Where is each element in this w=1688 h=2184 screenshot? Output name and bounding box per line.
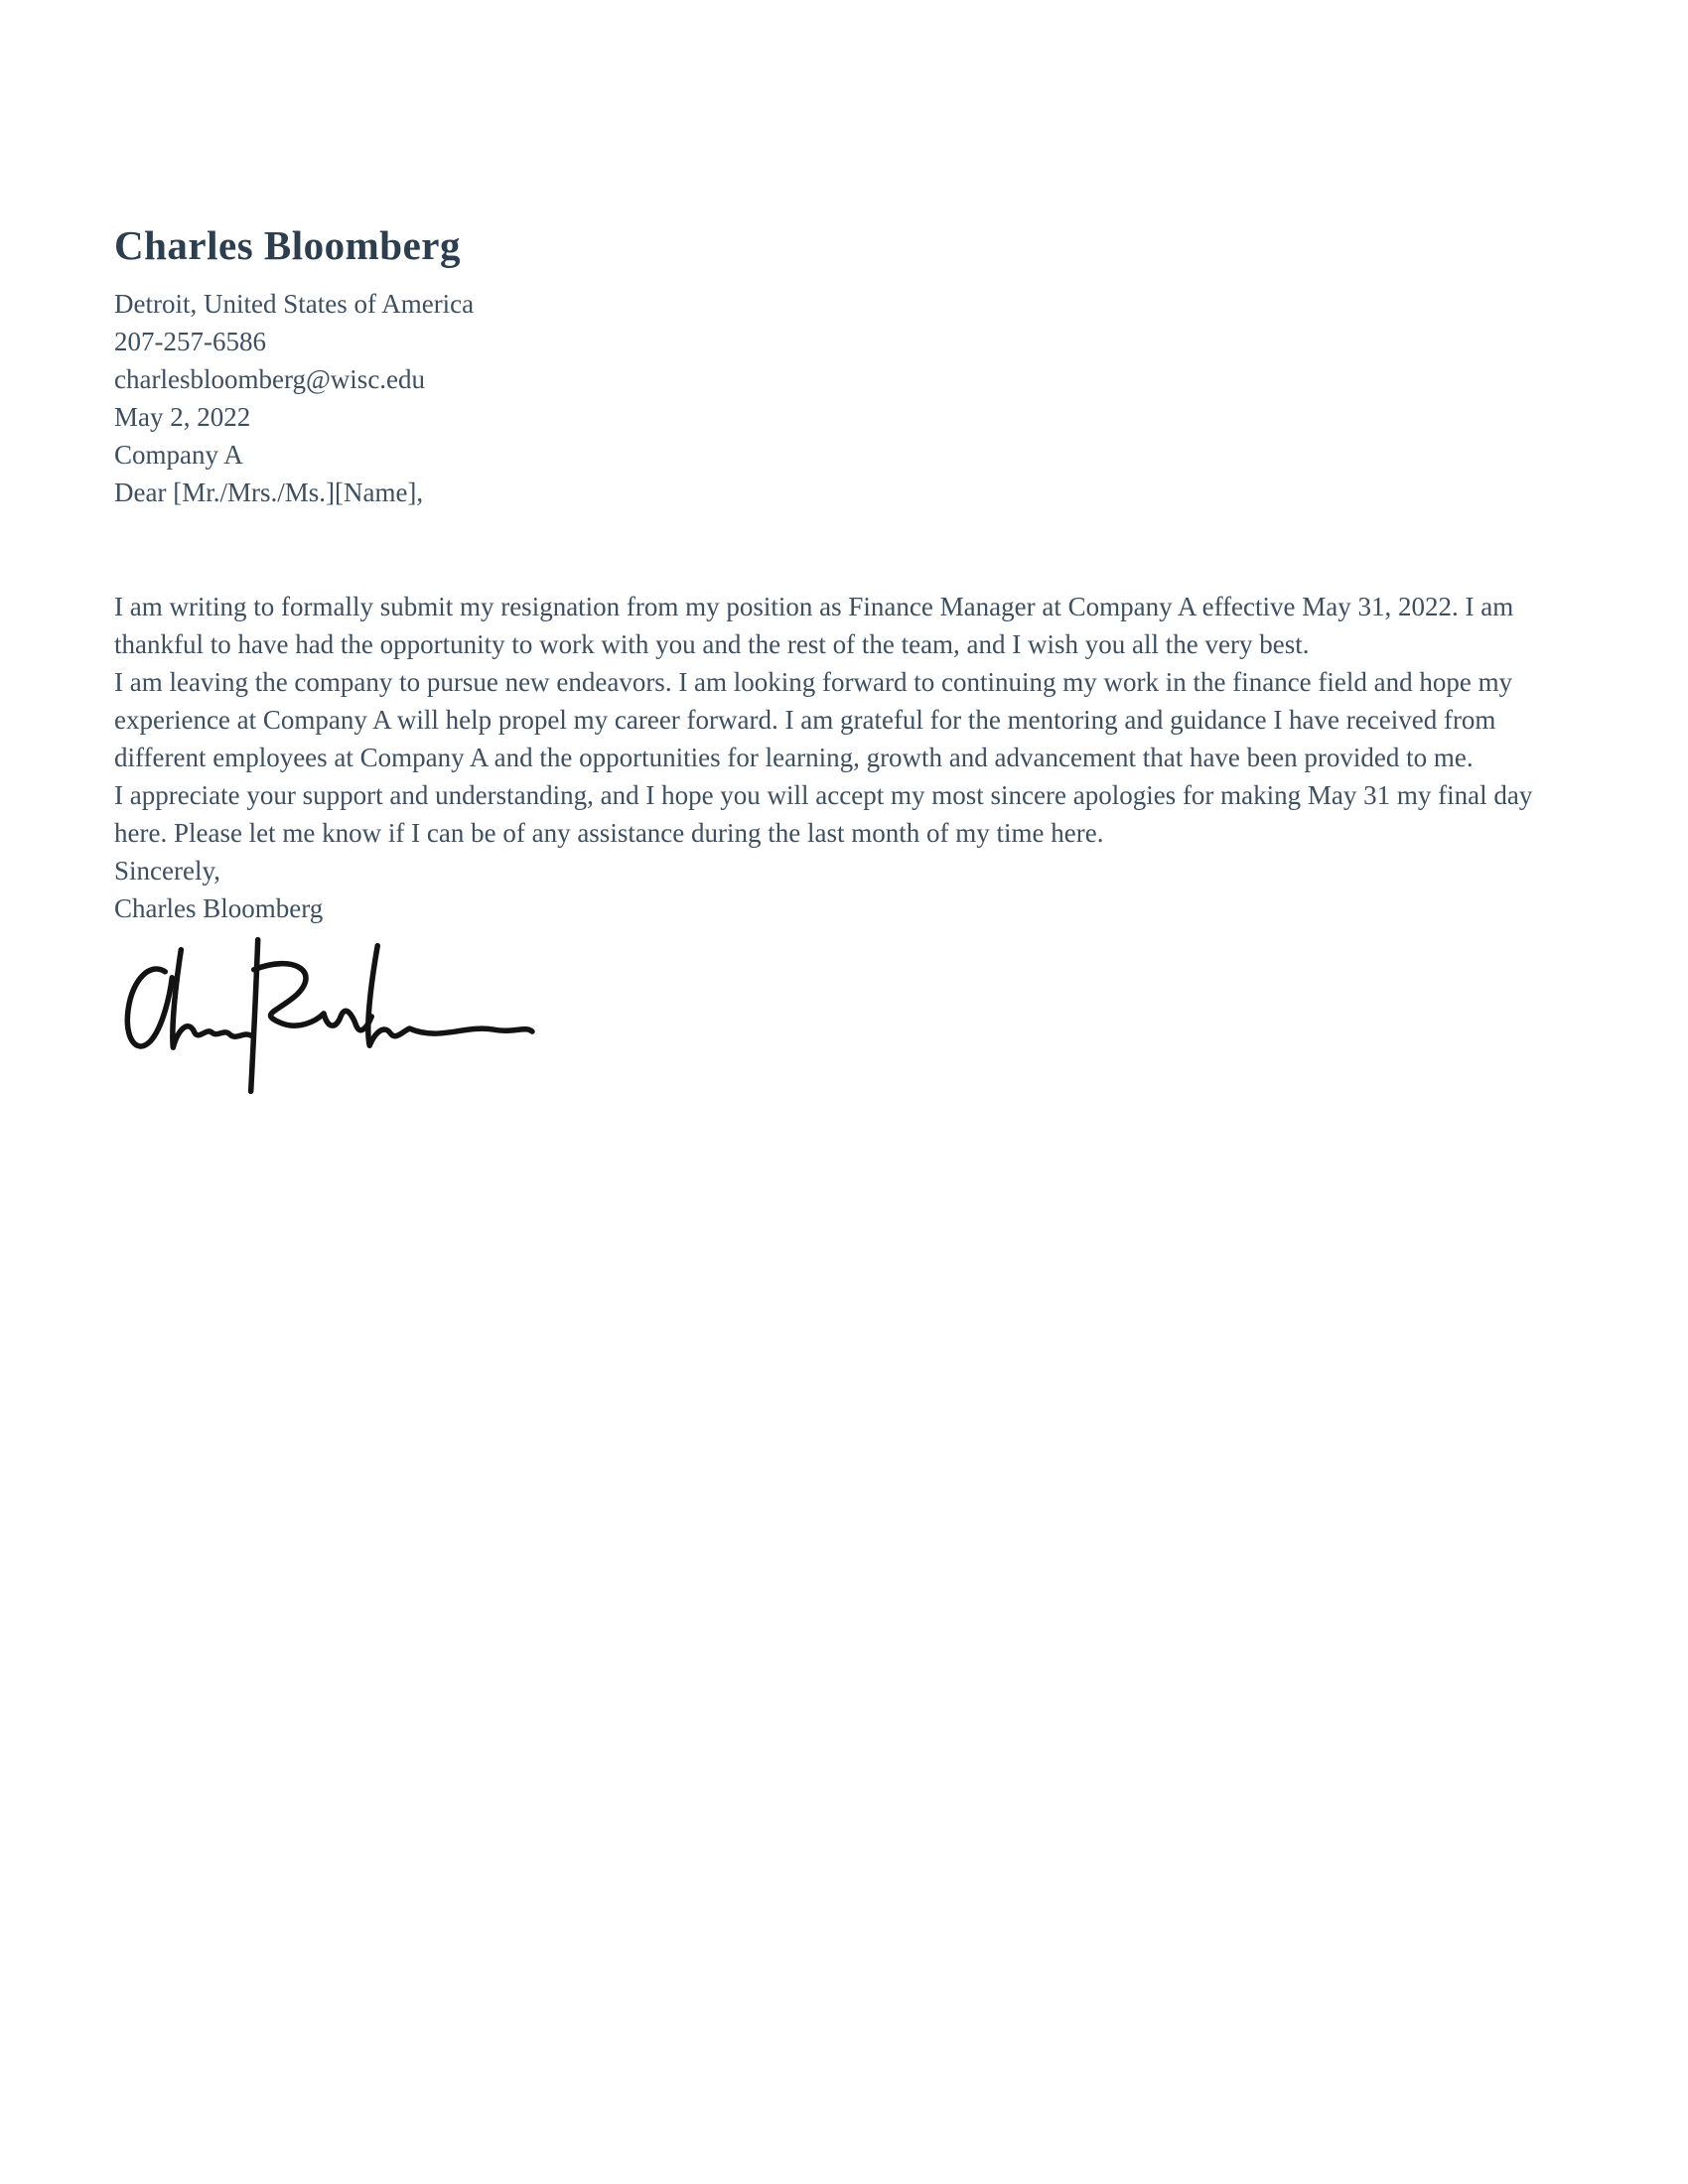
body-paragraph-3: I appreciate your support and understanding, and I hope you will accept my most sincere apologies for making May 31 my final day here. Please let me know if I can be of any assistance during the last month of my time here. (114, 780, 1533, 848)
sender-name: Charles Bloomberg (114, 222, 461, 268)
sender-phone: 207-257-6586 (114, 327, 266, 356)
handwritten-signature (108, 933, 537, 1104)
letter-date: May 2, 2022 (114, 402, 251, 432)
signature-printed-name: Charles Bloomberg (114, 893, 324, 923)
sender-location: Detroit, United States of America (114, 289, 475, 319)
letter-header (114, 223, 1574, 398)
recipient-company: Company A (114, 440, 243, 470)
closing-salutation: Sincerely, (114, 856, 220, 886)
body-paragraph-1: I am writing to formally submit my resignation from my position as Finance Manager at Company A effective May 31, 2022. I am thankful to have had the opportunity to work with you and the rest of the team, and I wish you all the very best. (114, 592, 1514, 659)
body-paragraph-2: I am leaving the company to pursue new endeavors. I am looking forward to continuing my work in the finance field and hope my experience at Company A will help propel my career forward. I am grateful for the mentoring and guidance I have received from different employees at Company A and the opportunities for learning, growth and advancement that have been provided to me. (114, 667, 1513, 772)
sender-email: charlesbloomberg@wisc.edu (114, 364, 426, 394)
salutation: Dear [Mr./Mrs./Ms.][Name], (114, 478, 424, 507)
